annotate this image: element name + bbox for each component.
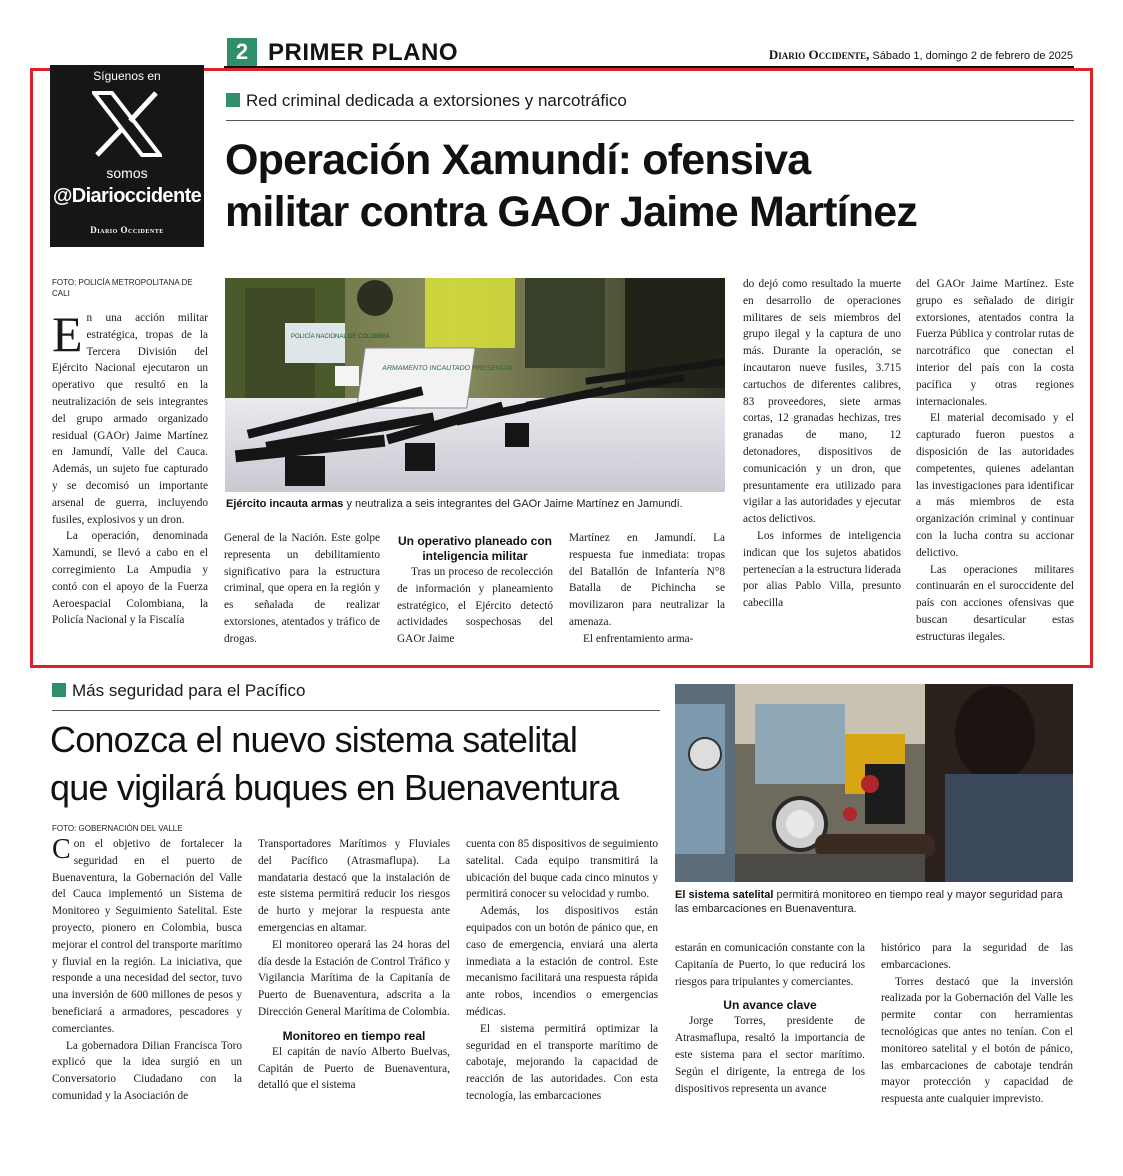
article2-column-5 bbox=[881, 940, 1073, 1131]
paragraph: Martínez en Jamundí. La respuesta fue inmediata: tropas del Batallón de Infantería N°8 Batalla de Pichincha se movilizaron para neutralizar la amenaza. bbox=[569, 532, 725, 628]
police-wall-text: POLICÍA NACIONAL DE COLOMBIA bbox=[291, 334, 390, 340]
subhead: Monitoreo en tiempo real bbox=[282, 1028, 426, 1043]
paragraph: del GAOr Jaime Martínez. Este grupo es señalado de dirigir extorsiones, atentados contra la Fuerza Pública y controlar rutas de narcotráfico que conectan el interior del país con la costa pacífica y otras regiones internacionales. bbox=[916, 278, 1074, 408]
article2-photo-credit: FOTO: GOBERNACIÓN DEL VALLE bbox=[52, 824, 183, 833]
dropcap: E bbox=[52, 310, 83, 362]
paragraph: histórico para la seguridad de las embarcaciones. bbox=[881, 942, 1073, 971]
newspaper-name: Diario Occidente, bbox=[768, 47, 870, 62]
article2-column-2 bbox=[258, 836, 450, 1131]
subhead: Un avance clave bbox=[723, 998, 817, 1013]
page-number: 2 bbox=[227, 38, 257, 66]
subhead: Un operativo planeado con inteligencia militar bbox=[397, 534, 553, 563]
paragraph: General de la Nación. Este golpe representa un debilitamiento significativo para la estructura criminal, que opera en la región y es señalada de realizar extorsiones, atentados y tráfico de drogas. bbox=[224, 532, 380, 645]
somos-text: somos bbox=[106, 165, 148, 181]
article1-column-2 bbox=[224, 530, 380, 655]
publication-date bbox=[769, 48, 1073, 63]
caption-bold: El sistema satelital bbox=[675, 889, 774, 901]
paragraph: Los informes de inteligencia indican que los sujetos abatidos pertenecían a la estructura liderada por alias Pablo Villa, presunto cabecilla bbox=[743, 529, 901, 610]
headline-line: Operación Xamundí: ofensiva bbox=[225, 136, 811, 184]
paragraph: Tras un proceso de recolección de información y planeamiento estratégico, el Ejército detectó actividades sospechosas del GAOr Jaime bbox=[397, 566, 553, 646]
paragraph: Torres destacó que la inversión realizada por la Gobernación del Valle les permite contar con herramientas tecnológicas que antes no tenían. Con el monitoreo satelital y el botón de pánico, las embarcaciones de cabotaje tendrán mayor protección y capacidad de respuesta ante cualquier imprevisto. bbox=[881, 975, 1073, 1106]
article1-kicker bbox=[226, 90, 627, 112]
caption-bold: Ejército incauta armas bbox=[226, 498, 344, 510]
paragraph: La gobernadora Dilian Francisca Toro explicó que la idea surgió en un Conversatorio Ciudadano con la comunidad y la Asociación de bbox=[52, 1039, 242, 1102]
paragraph: cuenta con 85 dispositivos de seguimiento satelital. Cada equipo transmitirá la ubicación del buque cada cinco minutos y permitirá conocer su velocidad y rumbo. bbox=[466, 838, 658, 901]
kicker-rule bbox=[52, 710, 660, 711]
paragraph: La operación, denominada Xamundí, se llevó a cabo en el corregimiento La Ampudia y contó con el apoyo de la Fuerza Aeroespacial Colombiana, la Policía Nacional y la Fiscalía bbox=[52, 530, 208, 627]
article1-headline bbox=[225, 134, 1085, 238]
dropcap: C bbox=[52, 836, 71, 865]
ship-console-photo-graphic bbox=[675, 684, 1073, 882]
weapons-photo-graphic bbox=[225, 278, 725, 492]
photo-sign-text: ARMAMENTO INCAUTADO PRESENCIA bbox=[381, 365, 513, 372]
kicker-square-icon bbox=[226, 93, 240, 107]
section-title: PRIMER PLANO bbox=[268, 39, 459, 66]
caption-text: permitirá monitoreo en tiempo real y mayor seguridad para las embarcaciones en Buenaventura. bbox=[675, 889, 1063, 915]
kicker-text: Red criminal dedicada a extorsiones y narcotráfico bbox=[246, 91, 627, 110]
paragraph: El sistema permitirá optimizar la seguridad en el transporte marítimo de cabotaje, mejorando la capacidad de reacción de las autoridades. Con esta tecnología, las embarcaciones bbox=[466, 1022, 658, 1102]
caption-text: y neutraliza a seis integrantes del GAOr Jaime Martínez en Jamundí. bbox=[343, 498, 683, 510]
article2-headline bbox=[50, 716, 660, 812]
headline-line: que vigilará buques en Buenaventura bbox=[50, 767, 619, 808]
article2-column-3 bbox=[466, 836, 658, 1131]
headline-line: Conozca el nuevo sistema satelital bbox=[50, 719, 578, 760]
x-logo-icon bbox=[92, 91, 162, 157]
kicker-text: Más seguridad para el Pacífico bbox=[72, 681, 306, 700]
paragraph: n una acción militar estratégica, tropas de la Tercera División del Ejército Nacional ejecutaron un operativo que resultó en la neutralización de seis integrantes del grupo armado organizado residual (GAOr) Jaime Martínez en Jamundí, Valle del Cauca. Además, un sujeto fue capturado y se decomisó un importante arsenal de guerra, incluyendo fusiles, explosivos y un dron. bbox=[52, 312, 208, 526]
paragraph: Las operaciones militares continuarán en el suroccidente del país con acciones ofensivas que buscan desarticular estas estructuras ilegales. bbox=[916, 563, 1074, 643]
article1-column-1 bbox=[52, 310, 208, 655]
x-promo-box[interactable] bbox=[50, 65, 204, 247]
article1-column-3 bbox=[397, 530, 553, 655]
follow-us-text: Síguenos en bbox=[93, 69, 161, 83]
article2-column-1 bbox=[52, 836, 242, 1131]
article1-column-5 bbox=[743, 276, 901, 656]
paragraph: estarán en comunicación constante con la Capitanía de Puerto, lo que reducirá los riesgos para tripulantes y comerciantes. bbox=[675, 942, 865, 988]
paragraph: Jorge Torres, presidente de Atrasmaflupa, resaltó la importancia de este sistema para el sector marítimo. Según el dirigente, la entrega de los dispositivos representa un avance bbox=[675, 1015, 865, 1095]
paragraph: El material decomisado y el capturado fueron puestos a disposición de las autoridades competentes, quienes adelantan las investigaciones para identificar a más miembros de esta organización criminal y continuar con la lucha contra su accionar delictivo. bbox=[916, 412, 1074, 559]
article2-photo bbox=[675, 684, 1073, 882]
kicker-rule bbox=[226, 120, 1074, 121]
article1-column-4 bbox=[569, 530, 725, 655]
date-text: Sábado 1, domingo 2 de febrero de 2025 bbox=[872, 50, 1073, 62]
article2-kicker bbox=[52, 680, 305, 702]
headline-line: militar contra GAOr Jaime Martínez bbox=[225, 188, 918, 236]
article1-photo-credit: FOTO: POLICÍA METROPOLITANA DE CALI bbox=[52, 278, 193, 298]
kicker-square-icon bbox=[52, 683, 66, 697]
paragraph: El capitán de navío Alberto Buelvas, Capitán de Puerto de Buenaventura, detalló que el sistema bbox=[258, 1045, 450, 1092]
article2-caption bbox=[675, 888, 1073, 916]
article2-column-4 bbox=[675, 940, 865, 1131]
paragraph: El enfrentamiento arma- bbox=[583, 632, 694, 645]
paragraph: on el objetivo de fortalecer la seguridad en el puerto de Buenaventura, la Gobernación del Valle del Cauca implementó un Sistema de Monitoreo y Seguimiento Satelital. Este proyecto, pionero en Colombia, busca mejorar el control del transporte marítimo y fluvial en la región. La iniciativa, que responde a una necesidad del sector, tuvo una inversión de 600 millones de pesos y beneficiará a armadores, pescadores y comerciantes. bbox=[52, 838, 242, 1035]
paragraph: do dejó como resultado la muerte en desarrollo de operaciones militares de seis miembros del grupo ilegal y la captura de uno más. Durante la operación, se incautaron nueve fusiles, 3.715 cartuchos de diferentes calibres, 83 proveedores, siete armas cortas, 12 granadas hechizas, tres granadas de mano, 12 detonadores, dispositivos de comunicación y un dron, que presuntamente era utilizado para vigilar a las autoridades y ejecutar actos delictivos. bbox=[743, 278, 901, 526]
paragraph: Además, los dispositivos están equipados con un botón de pánico que, en caso de emergencia, enviará una alerta inmediata a la estación de control. Este mecanismo facilitará una respuesta rápida ante robos, incendios o emergencias médicas. bbox=[466, 905, 658, 1018]
article1-column-6 bbox=[916, 276, 1074, 656]
article1-photo bbox=[225, 278, 725, 492]
paragraph: El monitoreo operará las 24 horas del día desde la Estación de Control Tráfico y Vigilancia Marítima de la Capitanía de Puerto de Buenaventura, adscrita a la Dirección General Marítima de Colombia. bbox=[258, 938, 450, 1018]
x-handle[interactable]: @Diarioccidente bbox=[52, 185, 202, 207]
brand-wordmark: Diario Occidente bbox=[90, 225, 164, 235]
paragraph: Transportadores Marítimos y Fluviales del Pacífico (Atrasmaflupa). La mandataria destacó que la instalación de este sistema permitirá reducir los riesgos de hurto y mejorar la respuesta ante emergencias en altamar. bbox=[258, 838, 450, 934]
article1-caption bbox=[226, 497, 726, 511]
